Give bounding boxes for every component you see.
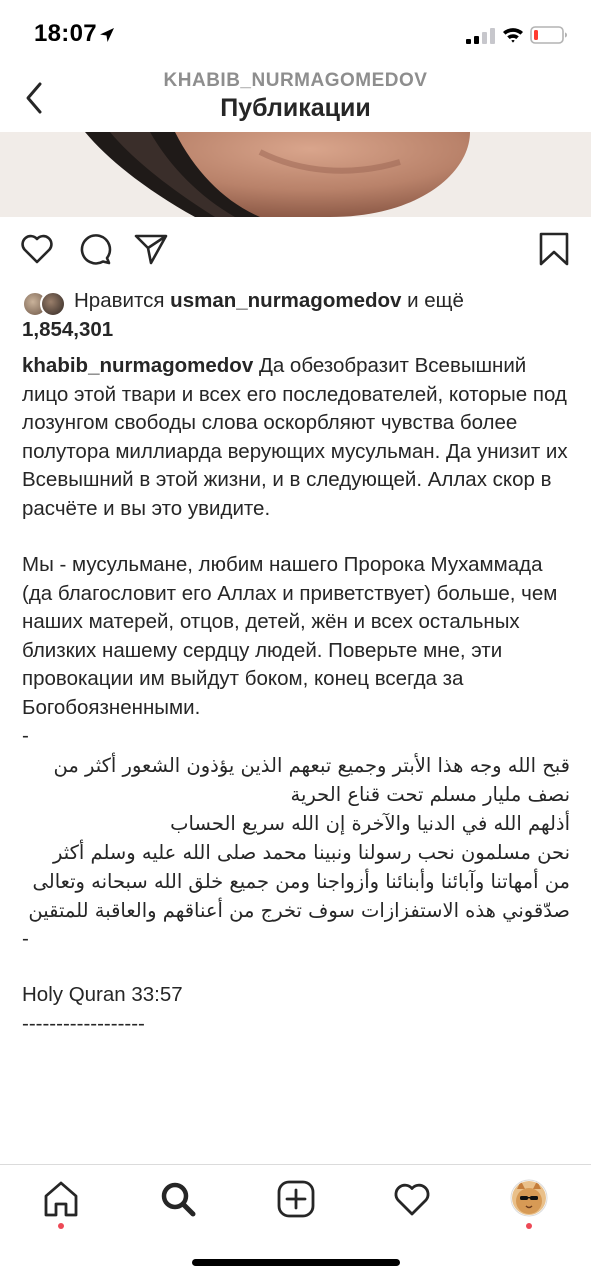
battery-icon — [530, 25, 568, 45]
likes-count[interactable]: 1,854,301 — [22, 318, 114, 341]
status-time: 18:07 — [34, 20, 97, 47]
liker-username[interactable]: usman_nurmagomedov — [170, 289, 402, 312]
post-caption — [22, 352, 570, 1038]
likes-prefix: Нравится — [74, 289, 165, 312]
post-actions — [0, 217, 591, 283]
search-icon[interactable] — [158, 1179, 198, 1219]
heart-icon[interactable] — [19, 231, 55, 267]
caption-text: Мы - мусульмане, любим нашего Пророка Мухаммада (да благословит его Аллах и приветствует) больше, чем наших матерей, отцов, детей, жён и всех остальных близких нашему сердцу людей. Поверьте мне, эти провокации им выйдут боком, конец всегда за Богобоязненными. — [22, 553, 558, 719]
likes-summary[interactable] — [22, 286, 572, 344]
quran-reference: Holy Quran 33:57 — [22, 983, 183, 1006]
profile-notification-dot — [526, 1223, 532, 1229]
location-arrow-icon — [98, 26, 116, 44]
page-title: Публикации — [220, 94, 371, 122]
caption-text: Да обезобразит Всевышний лицо этой твари и всех его последователей, которые под лозунгом свободы слова оскорбляют чувства более полутора миллиарда верующих мусульман. Да унизит их Всевышний в этой жизни, и в следующей. Аллах скор в расчёте и вы это увидите. — [22, 354, 568, 520]
caption-arabic-text: نحن مسلمون نحب رسولنا ونبينا محمد صلى الله عليه وسلم أكثر من أمهاتنا وآبائنا وأبنائنا وأزواجنا ومن جميع خلق الله سبحانه وتعالى — [32, 840, 570, 893]
home-icon[interactable] — [41, 1179, 81, 1219]
cellular-signal-icon — [466, 28, 496, 44]
bookmark-icon[interactable] — [536, 231, 572, 267]
add-post-icon[interactable] — [276, 1179, 316, 1219]
home-indicator — [192, 1259, 400, 1266]
caption-paragraph — [22, 352, 570, 523]
caption-arabic-text: أذلهم الله في الدنيا والآخرة إن الله سريع الحساب — [170, 811, 570, 835]
caption-author[interactable]: khabib_nurmagomedov — [22, 354, 254, 377]
status-bar — [0, 0, 591, 66]
post-image[interactable] — [0, 132, 591, 217]
post-image-graphic — [0, 132, 591, 217]
share-icon[interactable] — [133, 231, 169, 267]
caption-arabic-text: صدّقوني هذه الاستفزازات سوف تخرج من أعناقهم والعاقبة للمتقين — [28, 898, 570, 922]
caption-separator: ------------------ — [22, 1011, 145, 1035]
comment-icon[interactable] — [77, 231, 113, 267]
caption-arabic-text: قبح الله وجه هذا الأبتر وجميع تبعهم الذين يؤذون الشعور أكثر من نصف مليار مسلم تحت قناع الحرية — [53, 753, 570, 806]
profile-avatar[interactable] — [510, 1179, 548, 1217]
activity-heart-icon[interactable] — [392, 1179, 432, 1219]
wifi-icon — [502, 26, 524, 44]
caption-dash: - — [22, 724, 29, 747]
home-notification-dot — [58, 1223, 64, 1229]
caption-dash: - — [22, 926, 29, 950]
page-header — [0, 66, 591, 132]
header-username: KHABIB_NURMAGOMEDOV — [163, 70, 428, 91]
likes-mid: и ещё — [407, 289, 464, 312]
